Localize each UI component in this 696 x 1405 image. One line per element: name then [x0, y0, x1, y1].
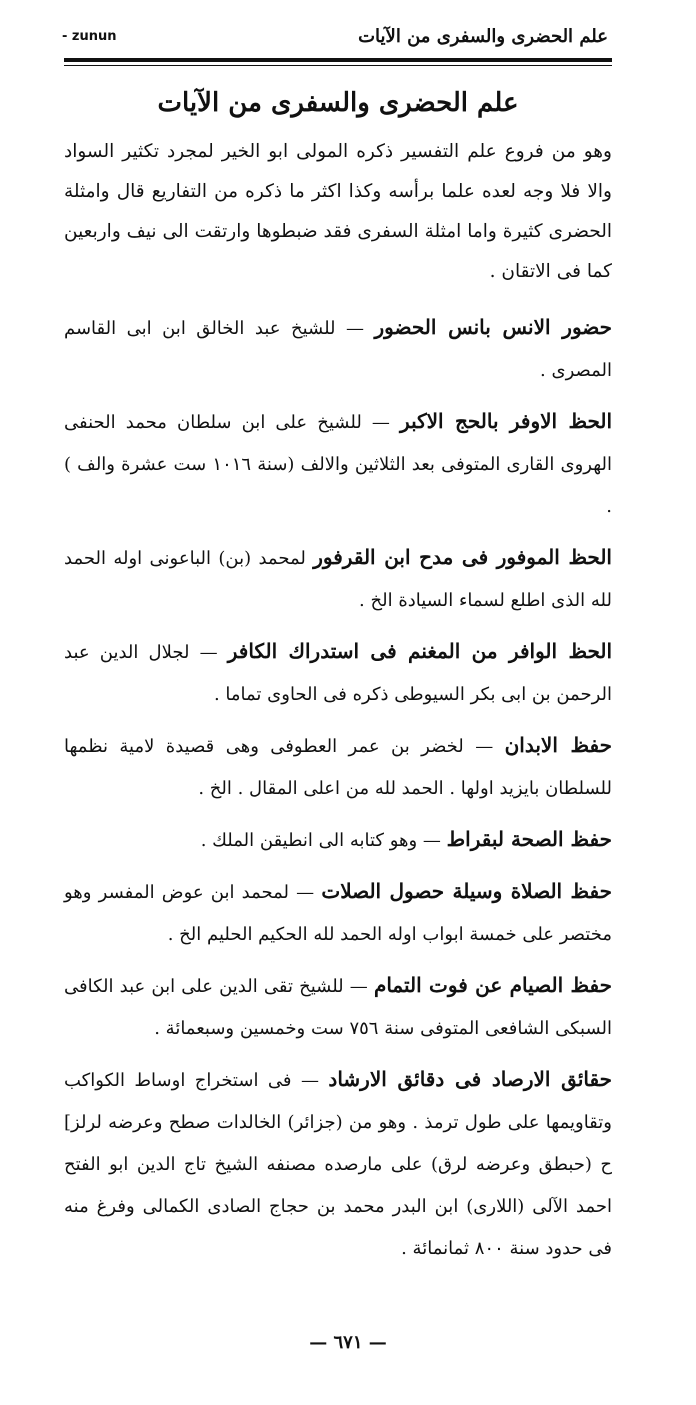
entry-title: الحظ الموفور فى مدح ابن القرفور [313, 545, 612, 569]
entry-2 [64, 400, 612, 528]
header-mark: - zunun [62, 28, 117, 44]
entry-body: — لمحمد ابن عوض المفسر وهو مختصر على خمسة ابواب اوله الحمد لله الحكيم الحليم الخ . [64, 882, 612, 945]
entry-body: — للشيخ تقى الدين على ابن عبد الكافى السبكى الشافعى المتوفى سنة ٧٥٦ ست وخمسين وسبعمائة . [64, 976, 612, 1039]
entry-body: — وهو كتابه الى انطيقن الملك . [200, 830, 441, 851]
entry-title: الحظ الاوفر بالحج الاكبر [400, 409, 612, 433]
entry-title: حقائق الارصاد فى دقائق الارشاد [328, 1067, 612, 1091]
header-rule-thick [64, 58, 612, 62]
entry-8 [64, 964, 612, 1050]
intro-paragraph: وهو من فروع علم التفسير ذكره المولى ابو الخير لمجرد تكثير السواد والا فلا وجه لعده علما برأسه وكذا اكثر ما ذكره من التفاريع قال وامثلة الحضرى كثيرة واما امثلة السفرى فقد ضبطوها وارتقت الى نيف واربعين كما فى الاتقان . [64, 141, 612, 282]
page-content [64, 88, 612, 1278]
entry-title: حفظ الصحة لبقراط [446, 827, 612, 851]
entry-7 [64, 870, 612, 956]
entry-4 [64, 630, 612, 716]
header-rule-thin [64, 65, 612, 66]
entry-body: — للشيخ عبد الخالق ابن ابى القاسم المصرى . [64, 318, 612, 381]
entry-1 [64, 306, 612, 392]
section-title: علم الحضرى والسفرى من الآيات [157, 88, 519, 118]
entry-title: الحظ الوافر من المغنم فى استدراك الكافر [227, 639, 612, 663]
entry-9 [64, 1058, 612, 1270]
entry-body: — لخضر بن عمر العطوفى وهى قصيدة لامية نظمها للسلطان بايزيد اولها . الحمد لله من اعلى المقال . الخ . [64, 736, 612, 799]
running-title: علم الحضرى والسفرى من الآيات [358, 25, 608, 47]
entry-body: — فى استخراج اوساط الكواكب وتقاويمها على طول ترمذ . وهو من (جزائر) الخالدات صطح وعرضه لرلز] ح (حبطق وعرضه لرق) على مارصده مصنفه الشيخ تاج الدين ابو الفتح احمد الآلى (اللارى) ابن البدر محمد بن حجاج الصادى الكمالى وفرغ منه فى حدود سنة ٨٠٠ ثمانمائة . [64, 1070, 612, 1259]
entry-body: — للشيخ على ابن سلطان محمد الحنفى الهروى القارى المتوفى بعد الثلاثين والالف (سنة ١٠١٦ ست عشرة والف ) . [64, 412, 612, 517]
entry-title: حفظ الصيام عن فوت التمام [373, 973, 612, 997]
entry-body: لمحمد (بن) الباعونى اوله الحمد لله الذى اطلع لسماء السيادة الخ . [64, 548, 612, 611]
entry-title: حضور الانس بانس الحضور [374, 315, 612, 339]
running-head [62, 18, 608, 54]
entry-body: — لجلال الدين عبد الرحمن بن ابى بكر السيوطى ذكره فى الحاوى تماما . [64, 642, 612, 705]
entry-title: حفظ الابدان [504, 733, 612, 757]
page-number: — ٦٧١ — [309, 1332, 387, 1353]
entry-title: حفظ الصلاة وسيلة حصول الصلات [321, 879, 612, 903]
entry-6 [64, 818, 612, 862]
entry-3 [64, 536, 612, 622]
entry-5 [64, 724, 612, 810]
